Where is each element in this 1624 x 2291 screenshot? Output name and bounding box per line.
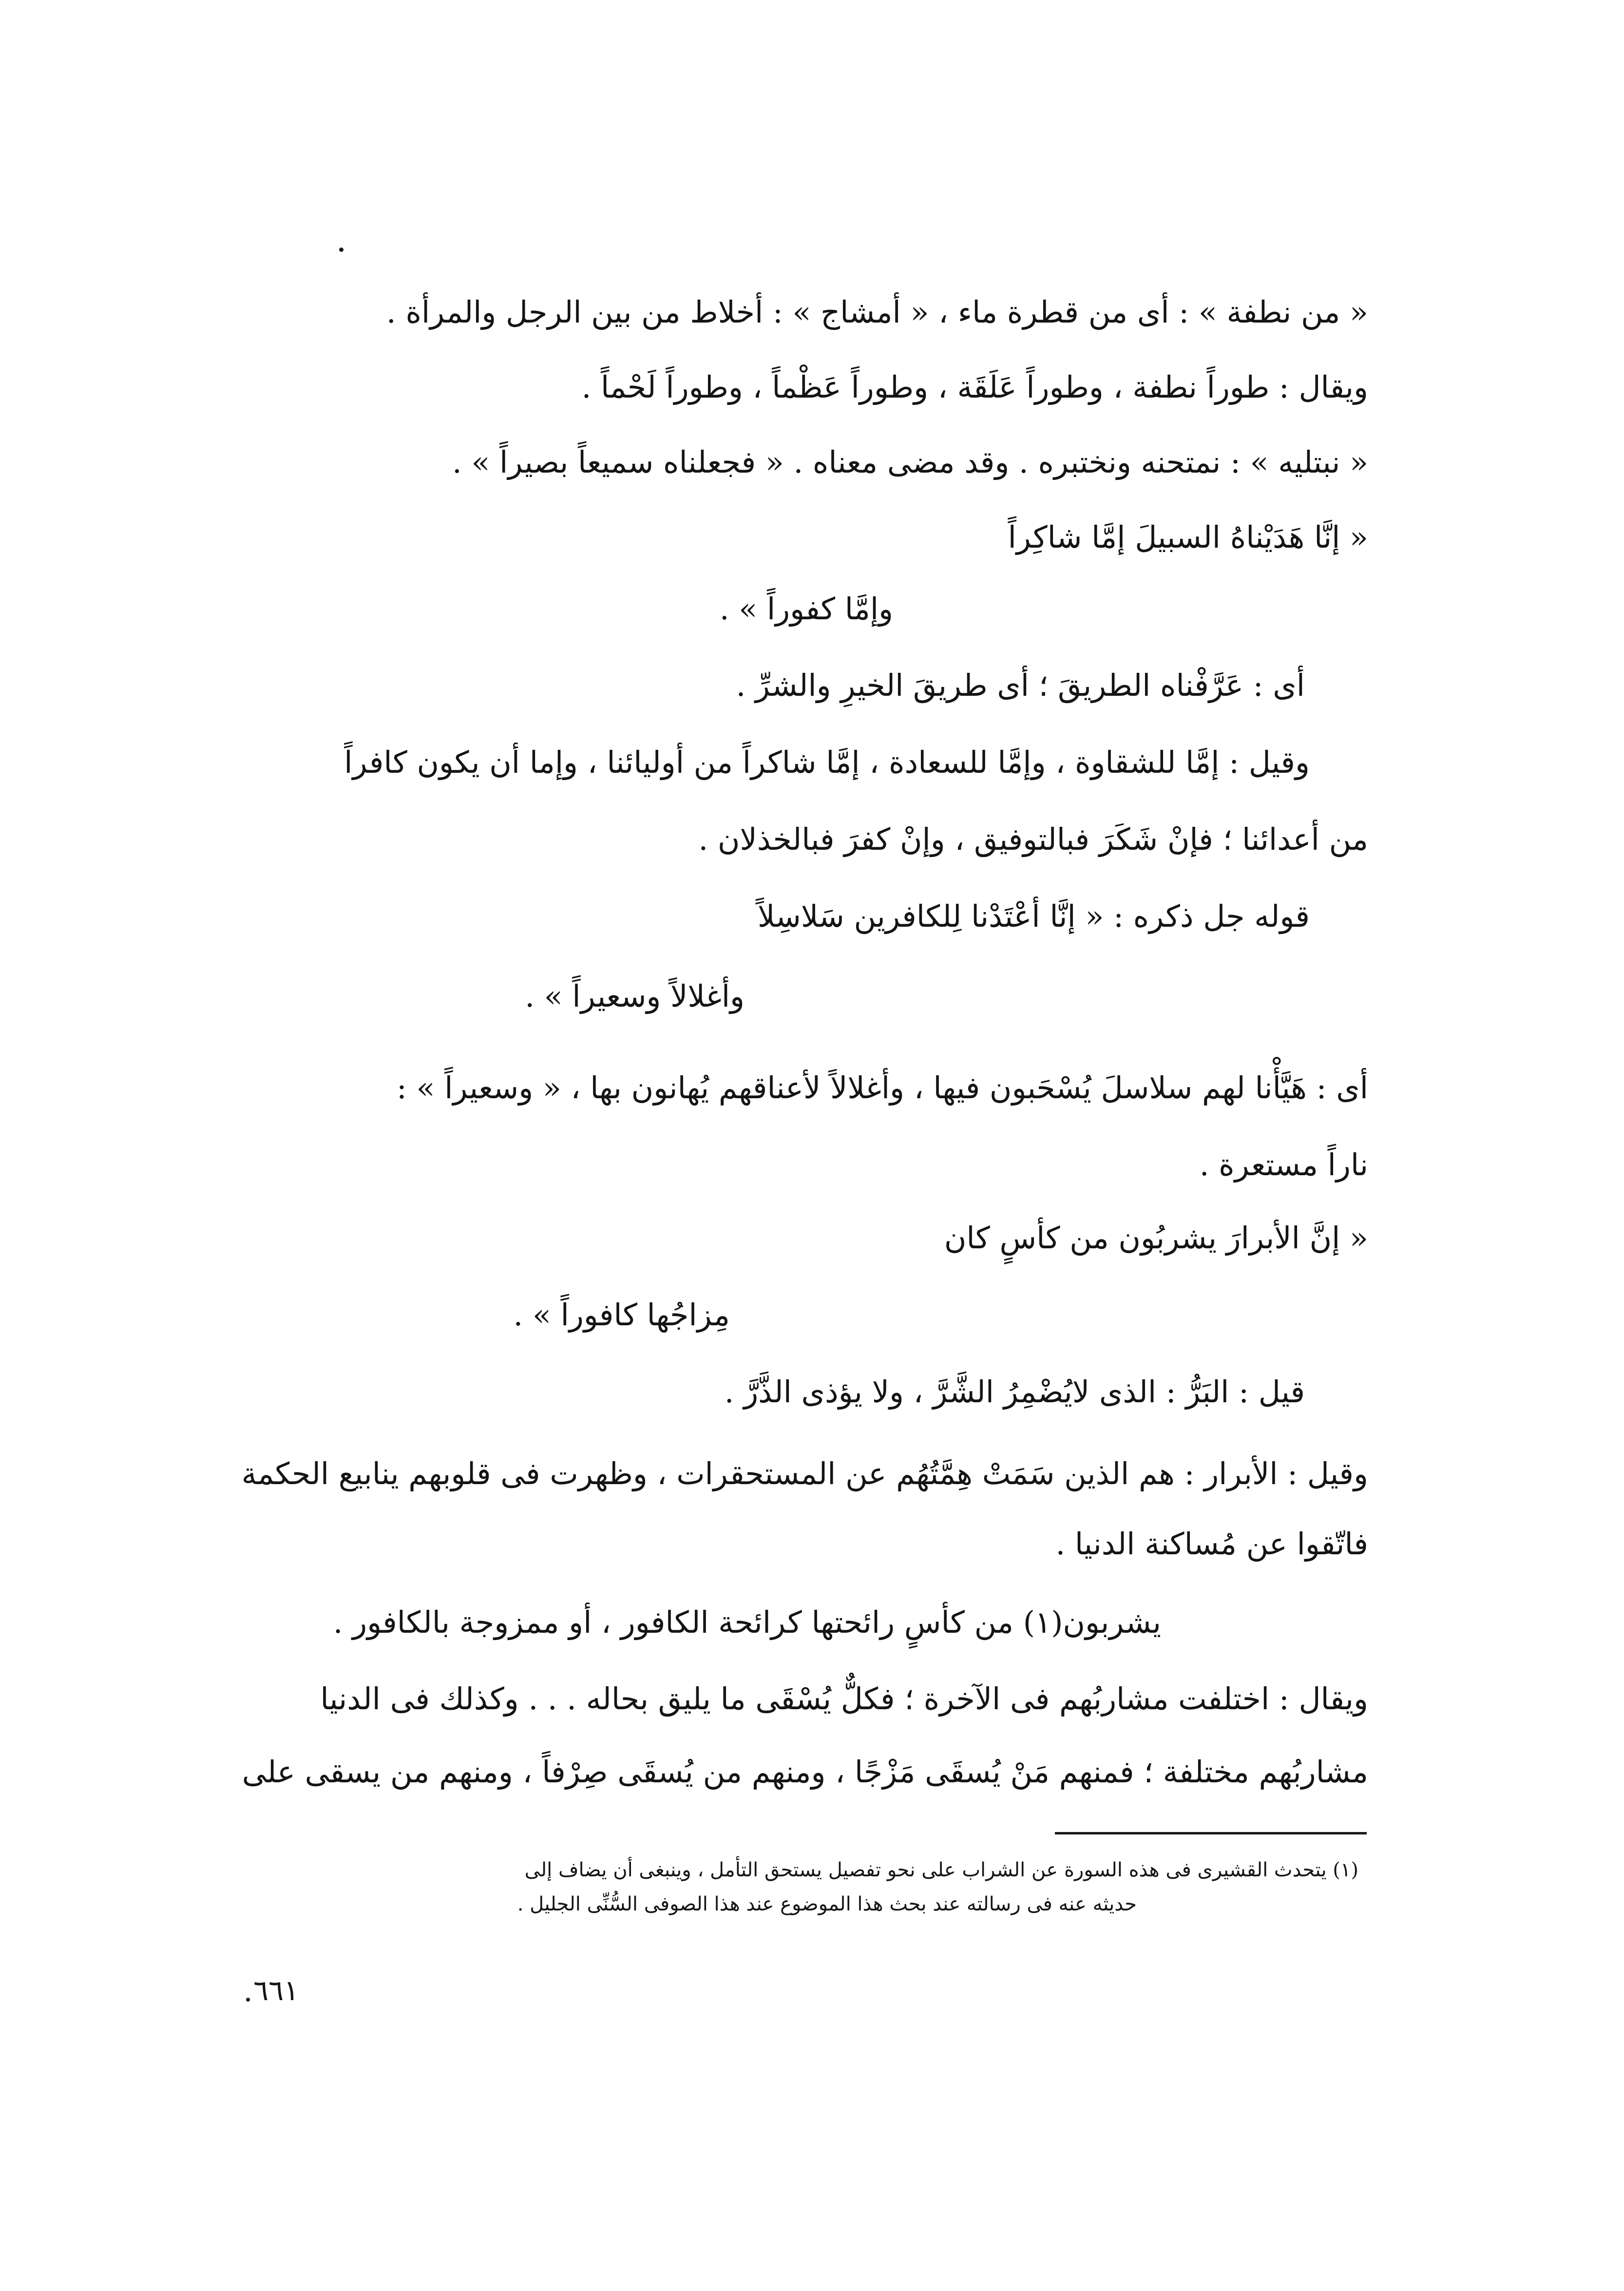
page-number-dot bbox=[246, 1998, 250, 2002]
verse-line: وإمَّا كفوراً » . bbox=[719, 591, 893, 627]
text-line: مشاربُهم مختلفة ؛ فمنهم مَنْ يُسقَى مَزْجًا ، ومنهم من يُسقَى صِرْفاً ، ومنهم من يسقى على bbox=[242, 1754, 1368, 1790]
stray-mark bbox=[339, 248, 344, 252]
text-line: أى : هَيَّأْنا لهم سلاسلَ يُسْحَبون فيها ، وأغلالاً لأعناقهم يُهانون بها ، « وسعيراً » : bbox=[396, 1070, 1368, 1106]
text-line: قيل : البَرُّ : الذى لايُضْمِرُ الشَّرَّ ، ولا يؤذى الذَّرَّ . bbox=[724, 1374, 1305, 1410]
verse-line: « إنَّ الأبرارَ يشربُون من كأسٍ كان bbox=[944, 1220, 1368, 1256]
text-line: ويقال : طوراً نطفة ، وطوراً عَلَقَة ، وطوراً عَظْماً ، وطوراً لَحْماً . bbox=[581, 369, 1368, 405]
text-line: وقيل : الأبرار : هم الذين سَمَتْ هِمَّتُهُم عن المستحقرات ، وظهرت فى قلوبهم ينابيع الحكمة bbox=[241, 1456, 1368, 1491]
text-line: فاتّقوا عن مُساكنة الدنيا . bbox=[1055, 1526, 1368, 1562]
text-line: « من نطفة » : أى من قطرة ماء ، « أمشاج » : أخلاط من بين الرجل والمرأة . bbox=[386, 294, 1368, 330]
text-line: « نبتليه » : نمتحنه ونختبره . وقد مضى معناه . « فجعلناه سميعاً بصيراً » . bbox=[452, 444, 1368, 480]
verse-line: « إنَّا هَدَيْناهُ السبيلَ إمَّا شاكِراً bbox=[1008, 519, 1368, 555]
text-line: وقيل : إمَّا للشقاوة ، وإمَّا للسعادة ، إمَّا شاكراً من أوليائنا ، وإما أن يكون كافراً bbox=[344, 745, 1310, 780]
text-line: ويقال : اختلفت مشاربُهم فى الآخرة ؛ فكلٌّ يُسْقَى ما يليق بحاله . . . وكذلك فى الدنيا bbox=[320, 1681, 1368, 1717]
verse-line: مِزاجُها كافوراً » . bbox=[513, 1297, 730, 1333]
footnote-separator bbox=[1055, 1832, 1367, 1834]
text-line: ناراً مستعرة . bbox=[1199, 1147, 1368, 1183]
text-line: من أعدائنا ؛ فإنْ شَكَرَ فبالتوفيق ، وإنْ كفرَ فبالخذلان . bbox=[698, 821, 1368, 857]
verse-line: وأغلالاً وسعيراً » . bbox=[525, 978, 745, 1014]
page-number: ٦٦١ bbox=[253, 1974, 299, 2007]
footnote-line: (١) يتحدث القشيرى فى هذه السورة عن الشراب على نحو تفصيل يستحق التأمل ، وينبغى أن يضاف إلى bbox=[524, 1859, 1358, 1881]
text-line: أى : عَرَّفْناه الطريقَ ؛ أى طريقَ الخيرِ والشرِّ . bbox=[736, 668, 1305, 703]
text-line: يشربون(١) من كأسٍ رائحتها كرائحة الكافور ، أو ممزوجة بالكافور . bbox=[333, 1604, 1161, 1640]
verse-line: قوله جل ذكره : « إنَّا أعْتَدْنا لِلكافرين سَلاسِلاً bbox=[757, 898, 1310, 934]
footnote-line: حديثه عنه فى رسالته عند بحث هذا الموضوع عند هذا الصوفى السُّنِّى الجليل . bbox=[517, 1893, 1137, 1915]
